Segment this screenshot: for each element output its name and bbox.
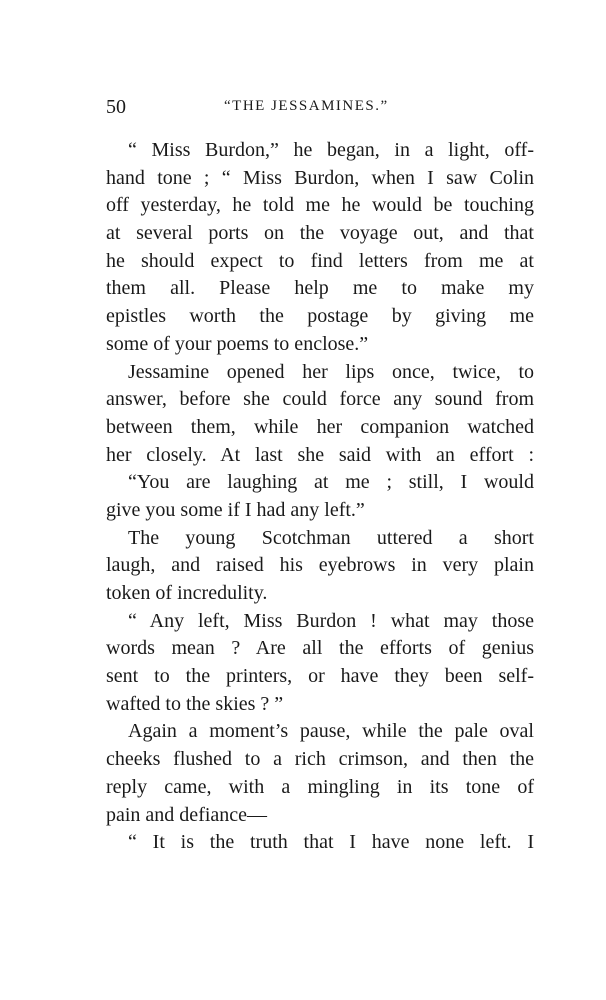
text-line: them all. Please help me to make my <box>106 277 534 300</box>
text-line: sent to the printers, or have they been self- <box>106 665 534 688</box>
text-line: “ Any left, Miss Burdon ! what may those <box>128 609 534 632</box>
page-number: 50 <box>106 96 126 118</box>
text-line: at several ports on the voyage out, and that <box>106 222 534 245</box>
text-line: The young Scotchman uttered a short <box>128 526 534 549</box>
running-head <box>106 96 538 120</box>
text-line: “You are laughing at me ; still, I would <box>128 471 534 494</box>
text-line: give you some if I had any left.” <box>106 498 365 521</box>
text-line: epistles worth the postage by giving me <box>106 305 534 328</box>
text-line: he should expect to find letters from me at <box>106 249 534 272</box>
running-title: “THE JESSAMINES.” <box>224 98 389 114</box>
text-line: cheeks flushed to a rich crimson, and then the <box>106 748 534 771</box>
text-line: off yesterday, he told me he would be touching <box>106 194 534 217</box>
text-line: words mean ? Are all the efforts of genius <box>106 637 534 660</box>
text-line: “ It is the truth that I have none left. I <box>128 831 534 854</box>
text-line: reply came, with a mingling in its tone of <box>106 775 534 798</box>
text-line: wafted to the skies ? ” <box>106 692 284 715</box>
text-line: between them, while her companion watched <box>106 415 534 438</box>
text-line: hand tone ; “ Miss Burdon, when I saw Colin <box>106 166 534 189</box>
text-line: answer, before she could force any sound from <box>106 388 534 411</box>
text-line: “ Miss Burdon,” he began, in a light, off- <box>128 139 534 161</box>
text-line: Again a moment’s pause, while the pale oval <box>128 720 534 743</box>
body-text <box>106 137 534 857</box>
text-line: token of incredulity. <box>106 582 268 604</box>
text-line: pain and defiance— <box>106 803 268 826</box>
text-line: laugh, and raised his eyebrows in very plain <box>106 554 534 577</box>
text-line: some of your poems to enclose.” <box>106 332 369 355</box>
text-line: Jessamine opened her lips once, twice, to <box>128 360 534 383</box>
text-line: her closely. At last she said with an effort : <box>106 443 534 466</box>
